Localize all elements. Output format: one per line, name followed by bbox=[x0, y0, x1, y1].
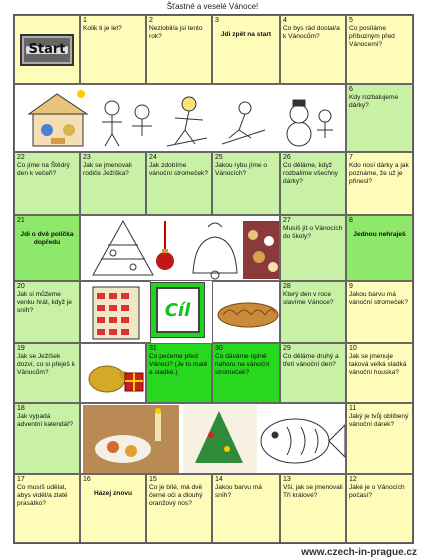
board-cell-9[interactable] bbox=[346, 281, 413, 343]
gold-piggy-bank-icon bbox=[83, 345, 146, 403]
cell-number: 30 bbox=[215, 345, 223, 352]
cell-question: Co posíláme příbuzným před Vánocemi? bbox=[349, 25, 395, 48]
board-cell-22[interactable] bbox=[14, 152, 80, 215]
cell-number: 2 bbox=[149, 17, 153, 24]
piggy-bank-picture bbox=[80, 343, 146, 403]
cell-number: 17 bbox=[17, 476, 25, 483]
braided-bread-icon bbox=[215, 283, 280, 343]
cell-question: Kdo nosí dárky a jak poznáme, že už je přinesl? bbox=[349, 162, 409, 185]
cell-question: Co je bílé, má dvě černé oči a dlouhý oranžový nos? bbox=[149, 484, 203, 507]
cell-number: 6 bbox=[349, 86, 353, 93]
start-label: Start bbox=[26, 46, 69, 54]
picture-strip-bottom bbox=[80, 403, 346, 474]
cell-instruction: Jednou nehraješ bbox=[353, 231, 406, 238]
skiing-kid-icon bbox=[222, 102, 265, 144]
board-cell-5[interactable] bbox=[346, 15, 413, 84]
cell-question: Kolik ti je let? bbox=[83, 25, 122, 32]
goal-cell[interactable] bbox=[150, 282, 205, 338]
board-cell-23[interactable] bbox=[80, 152, 146, 215]
cell-question: Co pečeme před Vánoci? (Je to malé a sladké.) bbox=[149, 353, 208, 376]
picture-area-middle bbox=[80, 215, 280, 281]
cell-question: Musíš jít o Vánocích do školy? bbox=[283, 225, 343, 240]
top-drawings bbox=[17, 86, 346, 152]
cell-number: 4 bbox=[283, 17, 287, 24]
cell-question: Jak se jmenuje taková velká sladká vánoční houska? bbox=[349, 353, 407, 376]
board-cell-8[interactable] bbox=[346, 215, 413, 281]
cell-question: Co musíš udělat, abys viděl/a zlaté prasátko? bbox=[17, 484, 68, 507]
goal-label: Cíl bbox=[164, 299, 191, 321]
board-cell-4[interactable] bbox=[280, 15, 346, 84]
board-cell-3[interactable] bbox=[212, 15, 280, 84]
cell-number: 15 bbox=[149, 476, 157, 483]
cell-number: 1 bbox=[83, 17, 87, 24]
board-cell-18[interactable] bbox=[14, 403, 80, 474]
board-cell-1[interactable] bbox=[80, 15, 146, 84]
bell-drawing-icon bbox=[193, 223, 237, 279]
cell-number: 11 bbox=[349, 405, 357, 412]
cell-number: 7 bbox=[349, 154, 353, 161]
cell-number: 8 bbox=[349, 217, 353, 224]
cell-number: 5 bbox=[349, 17, 353, 24]
picture-strip-top bbox=[14, 84, 346, 152]
board-cell-31[interactable] bbox=[146, 343, 212, 403]
board-cell-14[interactable] bbox=[212, 474, 280, 543]
cell-number: 21 bbox=[17, 217, 25, 224]
cell-question: Jak si můžeme venku hrát, když je sníh? bbox=[17, 291, 72, 314]
advent-calendar-icon bbox=[83, 283, 151, 343]
cell-question: Vši, jak se jmenovali Tři králové? bbox=[283, 484, 343, 499]
start-sign bbox=[20, 34, 74, 66]
goal-sign bbox=[156, 287, 200, 333]
christmas-tree-drawing-icon bbox=[93, 221, 153, 275]
board-cell-17[interactable] bbox=[14, 474, 80, 543]
cell-number: 9 bbox=[349, 283, 353, 290]
board-cell-28[interactable] bbox=[280, 281, 346, 343]
cell-question: Co jíme na Štědrý den k večeři? bbox=[17, 162, 70, 177]
cell-question: Co dáváme úplně nahoru na vánoční stromeček? bbox=[215, 353, 270, 376]
nativity-scene-icon bbox=[29, 90, 87, 146]
board-cell-25[interactable] bbox=[212, 152, 280, 215]
cell-number: 16 bbox=[83, 476, 91, 483]
cell-instruction: Jdi zpět na start bbox=[220, 31, 272, 38]
cell-number: 3 bbox=[215, 17, 219, 24]
cell-question: Co děláme druhý a třetí vánoční den? bbox=[283, 353, 339, 368]
cell-number: 25 bbox=[215, 154, 223, 161]
board-cell-19[interactable] bbox=[14, 343, 80, 403]
cell-number: 19 bbox=[17, 345, 25, 352]
board-cell-2[interactable] bbox=[146, 15, 212, 84]
cell-number: 20 bbox=[17, 283, 25, 290]
cell-question: Co děláme, když rozbalíme všechny dárky? bbox=[283, 162, 338, 185]
snowman-kids-icon bbox=[287, 100, 333, 146]
boy-skiing-icon bbox=[167, 97, 207, 146]
page-title: Šťastné a veselé Vánoce! bbox=[166, 2, 259, 11]
cell-question: Co bys rád dostal/a k Vánocům? bbox=[283, 25, 340, 40]
cell-number: 31 bbox=[149, 345, 157, 352]
board-cell-15[interactable] bbox=[146, 474, 212, 543]
cell-number: 29 bbox=[283, 345, 291, 352]
board-cell-21[interactable] bbox=[14, 215, 80, 281]
cell-number: 26 bbox=[283, 154, 291, 161]
middle-drawings bbox=[83, 217, 280, 281]
cell-question: Jaké je o Vánocích počasí? bbox=[349, 484, 405, 499]
board-cell-10[interactable] bbox=[346, 343, 413, 403]
board-cell-24[interactable] bbox=[146, 152, 212, 215]
vanocka-picture bbox=[212, 281, 280, 343]
cell-question: Jak se jmenovali rodiče Ježíška? bbox=[83, 162, 132, 177]
board-cell-27[interactable] bbox=[280, 215, 346, 281]
board-cell-13[interactable] bbox=[280, 474, 346, 543]
cell-number: 18 bbox=[17, 405, 25, 412]
children-playing-icon bbox=[102, 101, 152, 146]
cell-question: Jakou barvu má vánoční stromeček? bbox=[349, 291, 409, 306]
board-cell-29[interactable] bbox=[280, 343, 346, 403]
cell-question: Jak zdobíme vánoční stromeček? bbox=[149, 162, 209, 177]
board-cell-12[interactable] bbox=[346, 474, 413, 543]
footer-url: www.czech-in-prague.cz bbox=[301, 547, 417, 558]
cell-number: 14 bbox=[215, 476, 223, 483]
cell-number: 28 bbox=[283, 283, 291, 290]
board-cell-30[interactable] bbox=[212, 343, 280, 403]
cell-number: 23 bbox=[83, 154, 91, 161]
board-cell-26[interactable] bbox=[280, 152, 346, 215]
cell-question: Kdy rozbalujeme dárky? bbox=[349, 94, 399, 109]
cell-number: 27 bbox=[283, 217, 291, 224]
cell-question: Jakou rybu jíme o Vánocích? bbox=[215, 162, 268, 177]
fish-drawing-icon bbox=[261, 419, 345, 463]
cell-number: 12 bbox=[349, 476, 357, 483]
board-cell-16[interactable] bbox=[80, 474, 146, 543]
cell-question: Jak vypadá adventní kalendář? bbox=[17, 413, 74, 428]
bottom-pictures bbox=[83, 405, 346, 474]
cell-question: Jaký je tvůj oblíbený vánoční dárek? bbox=[349, 413, 409, 428]
board-cell-20[interactable] bbox=[14, 281, 80, 343]
start-cell[interactable] bbox=[14, 15, 80, 84]
cell-question: Nezlobil/a jsi tento rok? bbox=[149, 25, 203, 40]
cell-number: 10 bbox=[349, 345, 357, 352]
game-board bbox=[13, 14, 414, 544]
cell-instruction: Jdi o dvě políčka dopředu bbox=[20, 231, 74, 246]
board-cell-11[interactable] bbox=[346, 403, 413, 474]
board-cell-7[interactable] bbox=[346, 152, 413, 215]
cell-number: 13 bbox=[283, 476, 291, 483]
cell-number: 22 bbox=[17, 154, 25, 161]
cell-question: Který den v roce slavíme Vánoce? bbox=[283, 291, 334, 306]
board-cell-6[interactable] bbox=[346, 84, 413, 152]
cell-question: Jak se Ježíšek dozví, co si přeješ k Vánocům? bbox=[17, 353, 75, 376]
cell-number: 24 bbox=[149, 154, 157, 161]
advent-calendar-picture bbox=[80, 281, 151, 343]
cell-question: Jakou barvu má sníh? bbox=[215, 484, 262, 499]
tree-ornament-icon bbox=[156, 221, 174, 270]
cell-instruction: Házej znovu bbox=[93, 490, 133, 497]
